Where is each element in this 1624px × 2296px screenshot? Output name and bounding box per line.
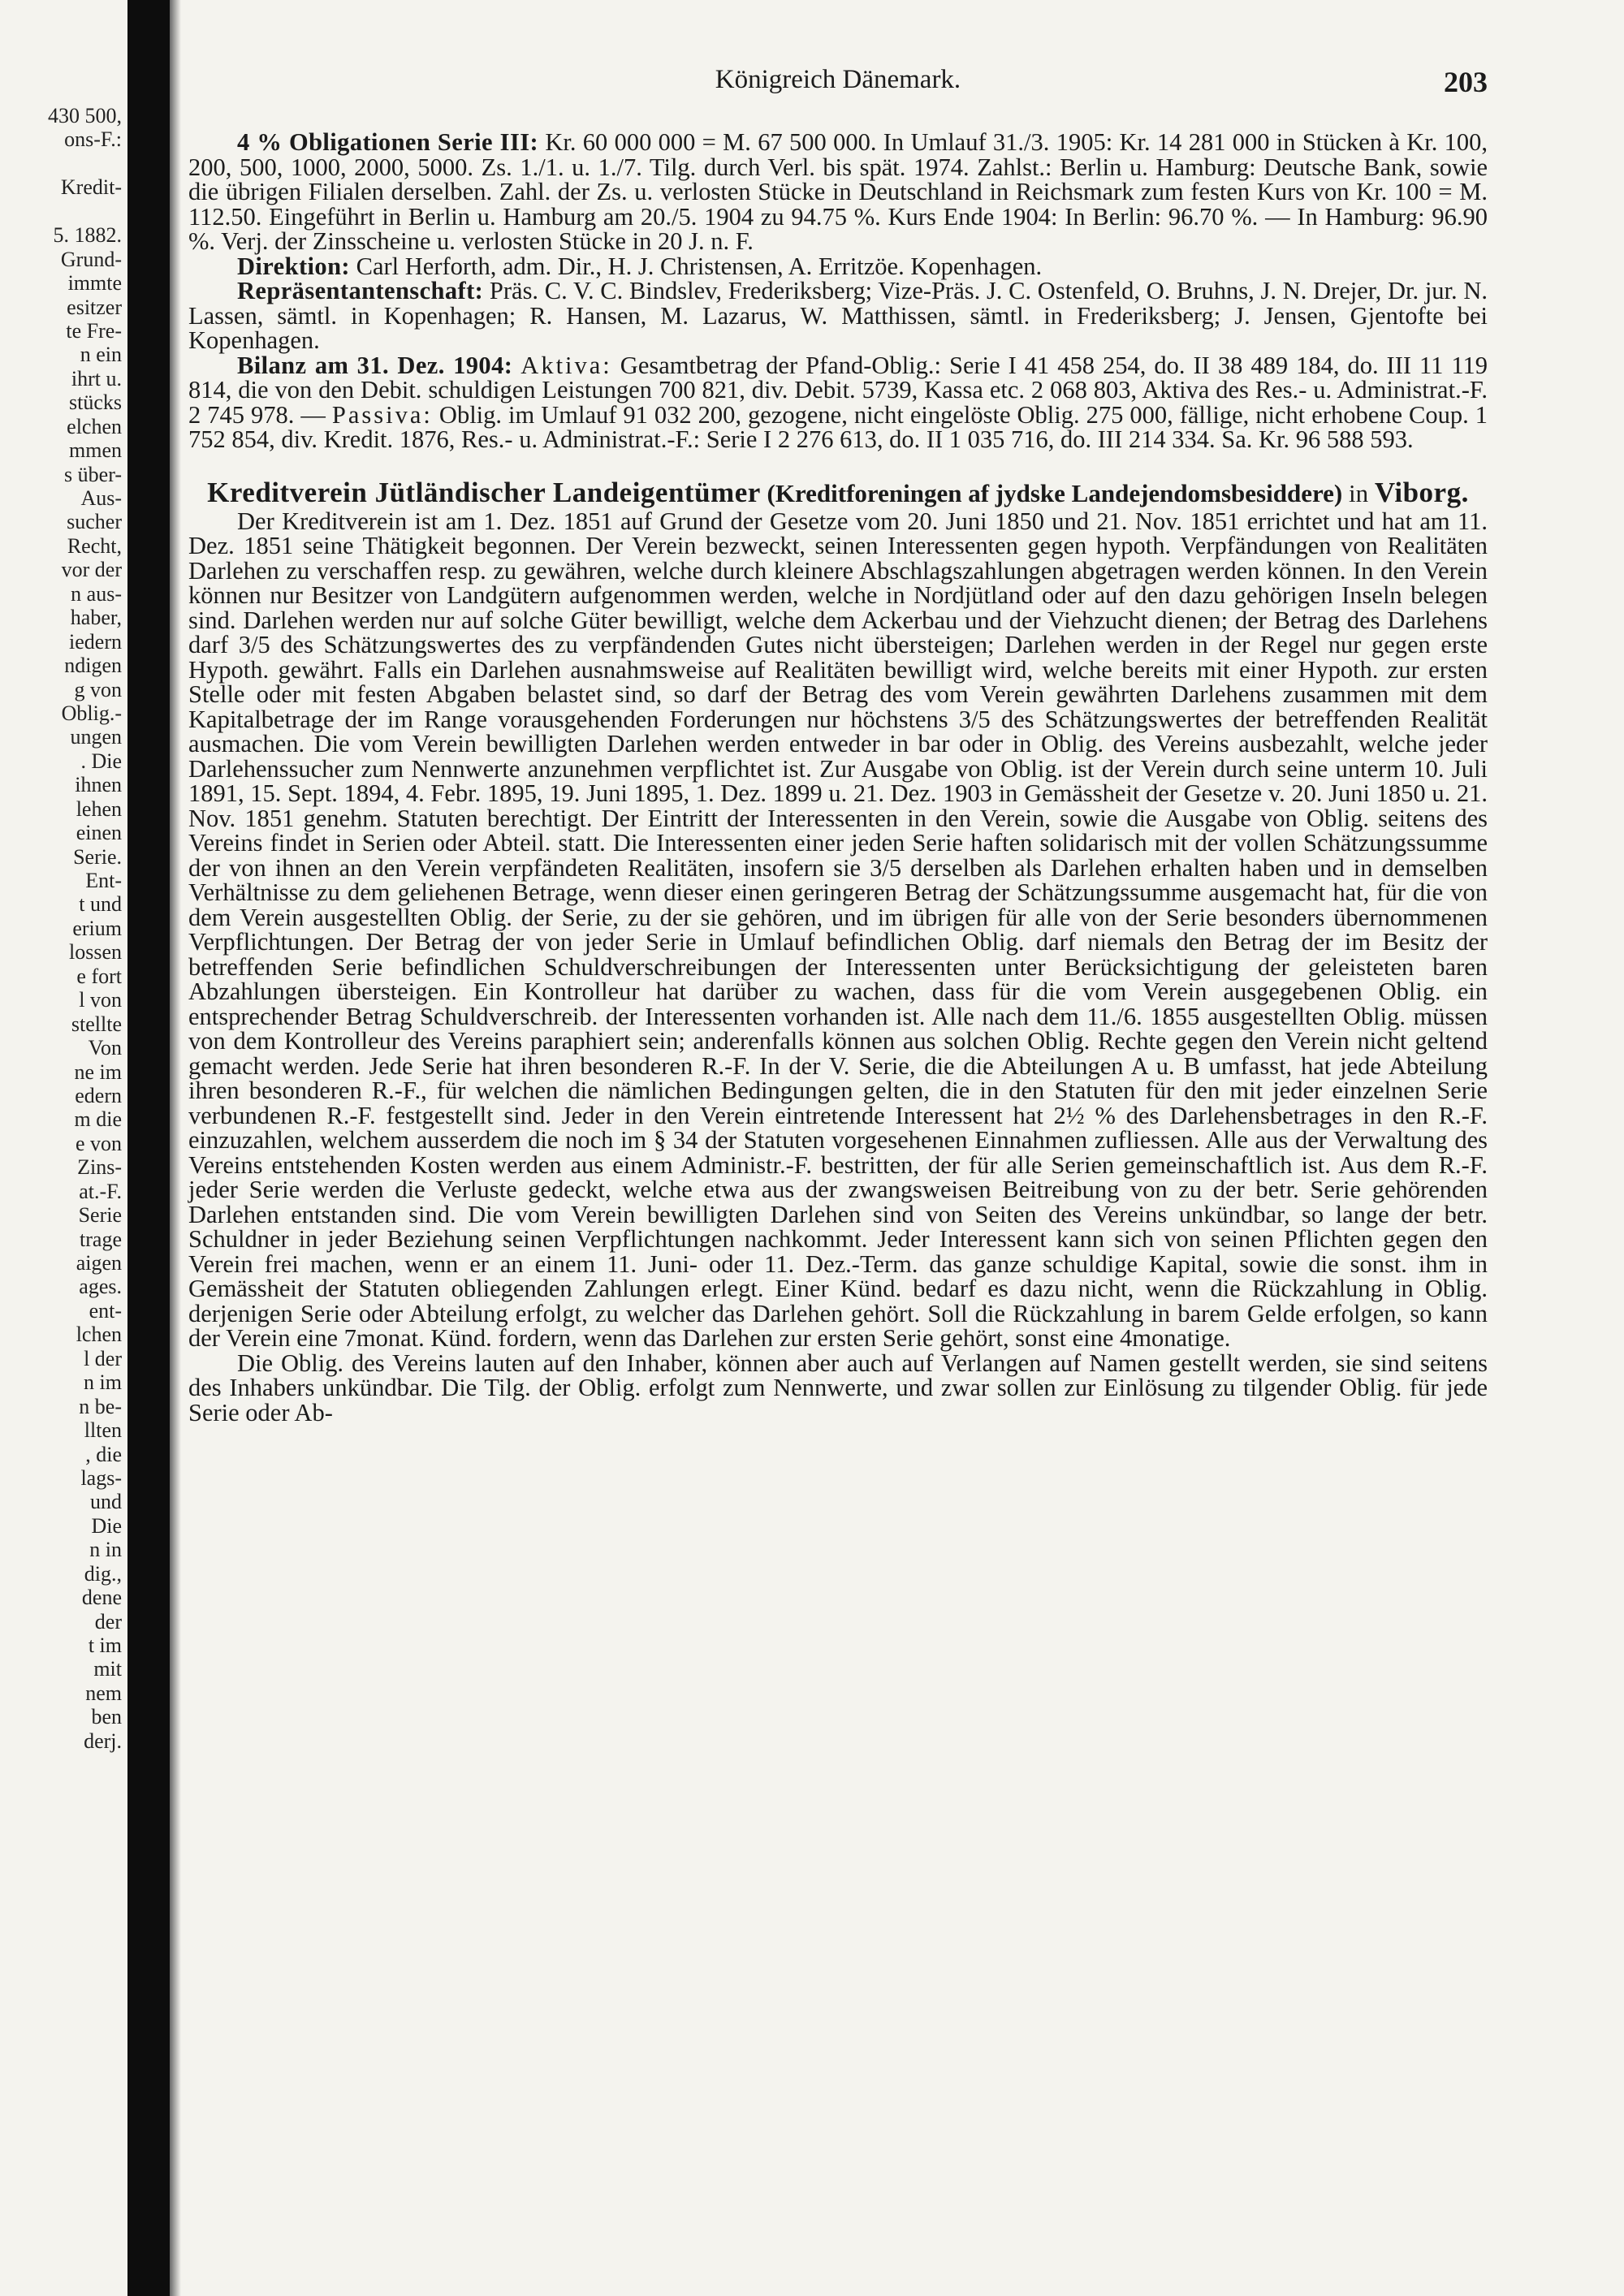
obligationen-text: Kr. 60 000 000 = M. 67 500 000. In Umlauf 31./3. 1905: Kr. 14 281 000 in Stücken à Kr. 100, 200, 500, 1000, 2000, 5000. Zs. 1./1. u. 1./7. Tilg. durch Verl. bis spät. 1974. Zahlst.: Berlin u. Hamburg: Deutsche Bank, sowie die übrigen Filialen derselben. Zahl. der Zs. u. verlosten Stücke in Deutschland in Reichsmark zum festen Kurs von Kr. 100 = M. 112.50. Eingeführt in Berlin u. Hamburg am 20./5. 1904 zu 94.75 %. Kurs Ende 1904: In Berlin: 96.70 %. — In Hamburg: 96.90 %. Verj. der Zinsscheine u. verlosten Stücke in 20 J. n. F. — [188, 128, 1488, 255]
left-fragment-line: edern — [75, 1083, 122, 1107]
left-fragment-line: stellte — [71, 1012, 122, 1036]
running-title: Königreich Dänemark. — [715, 65, 961, 94]
book-spine-shadow — [127, 0, 170, 2296]
left-fragment-line: der — [94, 1609, 122, 1634]
spine-gradient — [170, 0, 181, 2296]
left-fragment-line: und — [90, 1490, 122, 1514]
section-title-in: in — [1349, 478, 1369, 507]
left-fragment-line: n in — [89, 1538, 122, 1562]
left-fragment-line: t und — [79, 892, 122, 917]
left-fragment-line: trage — [80, 1227, 122, 1251]
left-fragment-line: lehen — [76, 796, 122, 821]
left-fragment-line: 430 500, — [48, 104, 122, 127]
obligationen-label: 4 % Obligationen Serie III: — [237, 128, 539, 156]
left-fragment-line: ndigen — [64, 654, 122, 678]
left-fragment-line: einen — [76, 821, 122, 845]
left-fragment-line: n ein — [80, 343, 122, 367]
left-fragment-line: 5. 1882. — [53, 223, 122, 248]
left-fragment-line: m die — [74, 1107, 122, 1132]
left-fragment-line: ne im — [74, 1060, 122, 1084]
left-fragment-line: Oblig.- — [61, 701, 122, 725]
main-column — [188, 130, 1488, 1425]
left-fragment-line: l der — [84, 1346, 122, 1370]
aktiva-label: Aktiva: — [520, 351, 612, 379]
left-fragment-line: erium — [72, 916, 122, 940]
left-fragment-line: nem — [85, 1681, 122, 1705]
passiva-text: Oblig. im Umlauf 91 032 200, gezogene, nicht eingelöste Oblig. 275 000, fällige, nicht erhobene Coup. 1 752 854, div. Kredit. 1876, Res.- u. Administrat.-F.: Serie I 2 276 613, do. II 1 035 716, do. III 214 334. Sa. Kr. 96 588 593. — [188, 400, 1488, 453]
left-fragment-line: llten — [84, 1418, 122, 1443]
left-fragment-line — [0, 200, 122, 223]
left-fragment-line — [0, 152, 122, 175]
left-fragment-line: esitzer — [67, 295, 122, 319]
left-page-fragments — [0, 104, 122, 1753]
left-fragment-line: haber, — [70, 606, 122, 630]
left-fragment-line: te Fre- — [66, 318, 122, 343]
left-fragment-line: n aus- — [71, 581, 122, 606]
left-fragment-line: . Die — [80, 749, 122, 773]
left-fragment-line: Die — [91, 1513, 122, 1538]
repraesentantenschaft-label: Repräsentantenschaft: — [237, 277, 484, 304]
left-fragment-line: sucher — [67, 510, 122, 534]
left-fragment-line: Serie. — [73, 844, 122, 869]
left-fragment-line: elchen — [67, 414, 122, 438]
left-fragment-line: ons-F.: — [64, 127, 122, 152]
left-fragment-line: lchen — [76, 1323, 122, 1347]
left-fragment-line: s über- — [64, 462, 122, 486]
left-fragment-line: at.-F. — [79, 1179, 122, 1203]
left-fragment-line: g von — [74, 677, 122, 701]
direktion-paragraph — [188, 254, 1488, 279]
repraesentantenschaft-text: Präs. C. V. C. Bindslev, Frederiksberg; Vize-Präs. J. C. Ostenfeld, O. Bruhns, J. N. Drejer, Dr. jur. N. Lassen, sämtl. in Kopenhagen; R. Hansen, M. Lazarus, W. Matthissen, sämtl. in Frederiksberg; J. Jensen, Gjentofte bei Kopenhagen. — [188, 277, 1488, 354]
left-fragment-line: ihrt u. — [71, 366, 122, 391]
section-title-main: Kreditverein Jütländischer Landeigentümer — [207, 476, 761, 508]
direktion-text: Carl Herforth, adm. Dir., H. J. Christensen, A. Erritzöe. Kopenhagen. — [356, 252, 1043, 280]
left-fragment-line: dene — [81, 1586, 122, 1610]
left-fragment-line: Kredit- — [60, 175, 122, 200]
left-fragment-line: e fort — [76, 964, 122, 988]
obligationen-paragraph — [188, 130, 1488, 254]
passiva-label: Passiva: — [331, 400, 433, 429]
left-fragment-line: Aus- — [80, 486, 122, 510]
left-fragment-line: ungen — [70, 725, 122, 749]
left-fragment-line: iedern — [69, 629, 122, 654]
left-fragment-line: n im — [84, 1370, 122, 1395]
left-fragment-line: ages. — [79, 1275, 122, 1299]
left-fragment-line: mmen — [69, 438, 122, 463]
bilanz-paragraph — [188, 353, 1488, 452]
left-fragment-line: derj. — [84, 1728, 122, 1753]
left-fragment-line: stücks — [69, 391, 122, 415]
left-fragment-line: lags- — [80, 1465, 122, 1490]
section-title — [188, 476, 1488, 508]
page-header — [188, 65, 1488, 106]
repraesentantenschaft-paragraph — [188, 278, 1488, 353]
left-fragment-line: Grund- — [60, 247, 122, 271]
left-fragment-line: l von — [79, 988, 122, 1012]
kreditverein-paragraph-1: Der Kreditverein ist am 1. Dez. 1851 auf Grund der Gesetze vom 20. Juni 1850 und 21. Nov. 1851 errichtet und hat am 11. Dez. 1851 seine Thätigkeit begonnen. Der Verein bezweckt, seinen Interessenten gegen hypoth. Verpfändungen von Realitäten Darlehen zu verschaffen resp. zu gewähren, welche durch kleinere Abschlagszahlungen abgetragen werden können. In den Verein können nur Besitzer von Landgütern aufgenommen werden, welche in Nordjütland oder auf den dazu gehörigen Inseln belegen sind. Darlehen werden nur auf solche Güter bewilligt, welche dem Ackerbau und der Viehzucht dienen; der Betrag des Darlehens darf 3/5 des Schätzungswertes des zu verpfändenden Gutes nicht übersteigen; Darlehen werden in der Regel nur gegen erste Hypoth. gewährt. Falls ein Darlehen ausnahmsweise auf Realitäten bewilligt wird, welche bereits mit einer Hypoth. zur ersten Stelle oder mit festen Abgaben belastet sind, so darf der Betrag des vom Verein gewährten Darlehens zusammen mit dem Kapitalbetrage der im Range vorausgehenden Forderungen nur höchstens 3/5 des Schätzungswertes der betreffenden Realität ausmachen. Die vom Verein bewilligten Darlehen werden entweder in bar oder in Oblig. des Vereins ausbezahlt, welche jeder Darlehenssucher zum Nennwerte anzunehmen verpflichtet ist. Zur Ausgabe von Oblig. ist der Verein durch seine unterm 10. Juli 1891, 15. Sept. 1894, 4. Febr. 1895, 19. Juni 1895, 1. Dez. 1899 u. 21. Dez. 1903 in Gemässheit der Gesetze v. 20. Juni 1850 u. 21. Nov. 1851 genehm. Statuten berechtigt. Der Eintritt der Interessenten in den Verein, sowie die Ausgabe von Oblig. seitens des Vereins findet in Serien oder Abteil. statt. Die Interessenten einer jeden Serie haften solidarisch mit der vollen Schätzungssumme der von ihnen an den Verein verpfändeten Realitäten, insofern sie 3/5 derselben als Darlehen erhalten haben und in demselben Verhältnisse zu dem geliehenen Betrage, wenn dieser einen geringeren Betrag der Schätzungssumme ausgemacht hat, für die von dem Verein ausgestellten Oblig. der Serie, zu der sie gehören, und im übrigen für alle von der Serie besonders übernommenen Verpflichtungen. Der Betrag der von jeder Serie in Umlauf befindlichen Oblig. darf niemals den Betrag der im Besitz der betreffenden Serie befindlichen Schuldverschreibungen der Interessenten unter Berücksichtigung der geleisteten baren Abzahlungen übersteigen. Ein Kontrolleur hat darüber zu wachen, dass für die vom Verein ausgegebenen Oblig. ein entsprechender Betrag Schuldverschreib. der Interessenten vorhanden ist. Alle nach dem 11./6. 1855 ausgestellten Oblig. müssen von dem Kontrolleur des Vereins paraphiert sein; anderenfalls können aus solchen Oblig. Rechte gegen den Verein nicht geltend gemacht werden. Jede Serie hat ihren besonderen R.-F. In der V. Serie, die die Abteilungen A u. B umfasst, hat jede Abteilung ihren besonderen R.-F., für welchen die nämlichen Bedingungen gelten, die in den Statuten für den mit jeder einzelnen Serie verbundenen R.-F. festgestellt sind. Jeder in den Verein eintretende Interessent hat 2½ % des Darlehensbetrages in den R.-F. einzuzahlen, welchem ausserdem die noch im § 34 der Statuten vorgesehenen Einnahmen zufliessen. Alle aus der Verwaltung des Vereins entstehenden Kosten werden aus einem Administr.-F. bestritten, der für alle Serien gemeinschaftlich ist. Aus dem R.-F. jeder Serie werden die Verluste gedeckt, welche etwa aus der zwangsweisen Beitreibung von zu der betr. Serie gehörenden Darlehen entstanden sind. Die vom Verein bewilligten Darlehen sind von Seiten des Vereins unkündbar, so lange der betr. Schuldner in jeder Beziehung seinen Verpflichtungen nachkommt. Jeder Interessent kann sich von seinen Pflichten gegen den Verein frei machen, wenn er an einem 11. Juni- oder 11. Dez.-Term. das ganze schuldige Kapital, sowie die sonst. ihm in Gemässheit der Statuten obliegenden Zahlungen erlegt. Einer Künd. bedarf es dazu nicht, wenn die Rückzahlung in Oblig. derjenigen Serie oder Abteilung erfolgt, zu welcher das Darlehen gehört. Soll die Rückzahlung in barem Gelde erfolgen, so kann der Verein eine 7monat. Künd. fordern, wenn das Darlehen zur ersten Serie gehört, sonst eine 4monatige. — [188, 507, 1488, 1352]
left-fragment-line: mit — [93, 1657, 122, 1681]
direktion-label: Direktion: — [237, 252, 350, 280]
left-fragment-line: aigen — [76, 1251, 122, 1275]
bilanz-label: Bilanz am 31. Dez. 1904: — [237, 351, 513, 379]
page-number: 203 — [1444, 66, 1488, 98]
left-fragment-line: Zins- — [77, 1155, 122, 1180]
left-fragment-line: Ent- — [85, 869, 122, 892]
left-fragment-line: ihnen — [75, 773, 122, 797]
left-fragment-line: vor der — [61, 558, 122, 582]
left-fragment-line: n be- — [79, 1394, 122, 1418]
left-fragment-line: lossen — [69, 940, 122, 965]
left-fragment-line: ent- — [89, 1298, 122, 1323]
aktiva-text: Gesamtbetrag der Pfand-Oblig.: Serie I 41 458 254, do. II 38 489 184, do. III 11 119 814, die von den Debit. schuldigen Leistungen 700 821, div. Debit. 5739, Kassa etc. 2 068 803, Aktiva des Res.- u. Administrat.-F. 2 745 978. — — [188, 351, 1488, 429]
left-fragment-line: t im — [88, 1634, 122, 1657]
left-fragment-line: e von — [75, 1131, 122, 1155]
section-title-danish: (Kreditforeningen af jydske Landejendomsbesiddere) — [767, 478, 1343, 507]
left-fragment-line: Von — [88, 1036, 122, 1060]
left-fragment-line: dig., — [84, 1561, 122, 1586]
left-fragment-line: ben — [91, 1705, 122, 1729]
section-title-city: Viborg. — [1374, 476, 1469, 508]
left-fragment-line: Serie — [78, 1203, 122, 1228]
left-fragment-line: , die — [85, 1442, 122, 1466]
kreditverein-paragraph-2: Die Oblig. des Vereins lauten auf den Inhaber, können aber auch auf Verlangen auf Namen gestellt werden, sie sind seitens des Inhabers unkündbar. Die Tilg. der Oblig. erfolgt zum Nennwerte, und zwar sollen zur Einlösung zu tilgender Oblig. für jede Serie oder Ab- — [188, 1349, 1488, 1426]
left-fragment-line: Recht, — [67, 533, 122, 558]
left-fragment-line: immte — [67, 271, 122, 296]
